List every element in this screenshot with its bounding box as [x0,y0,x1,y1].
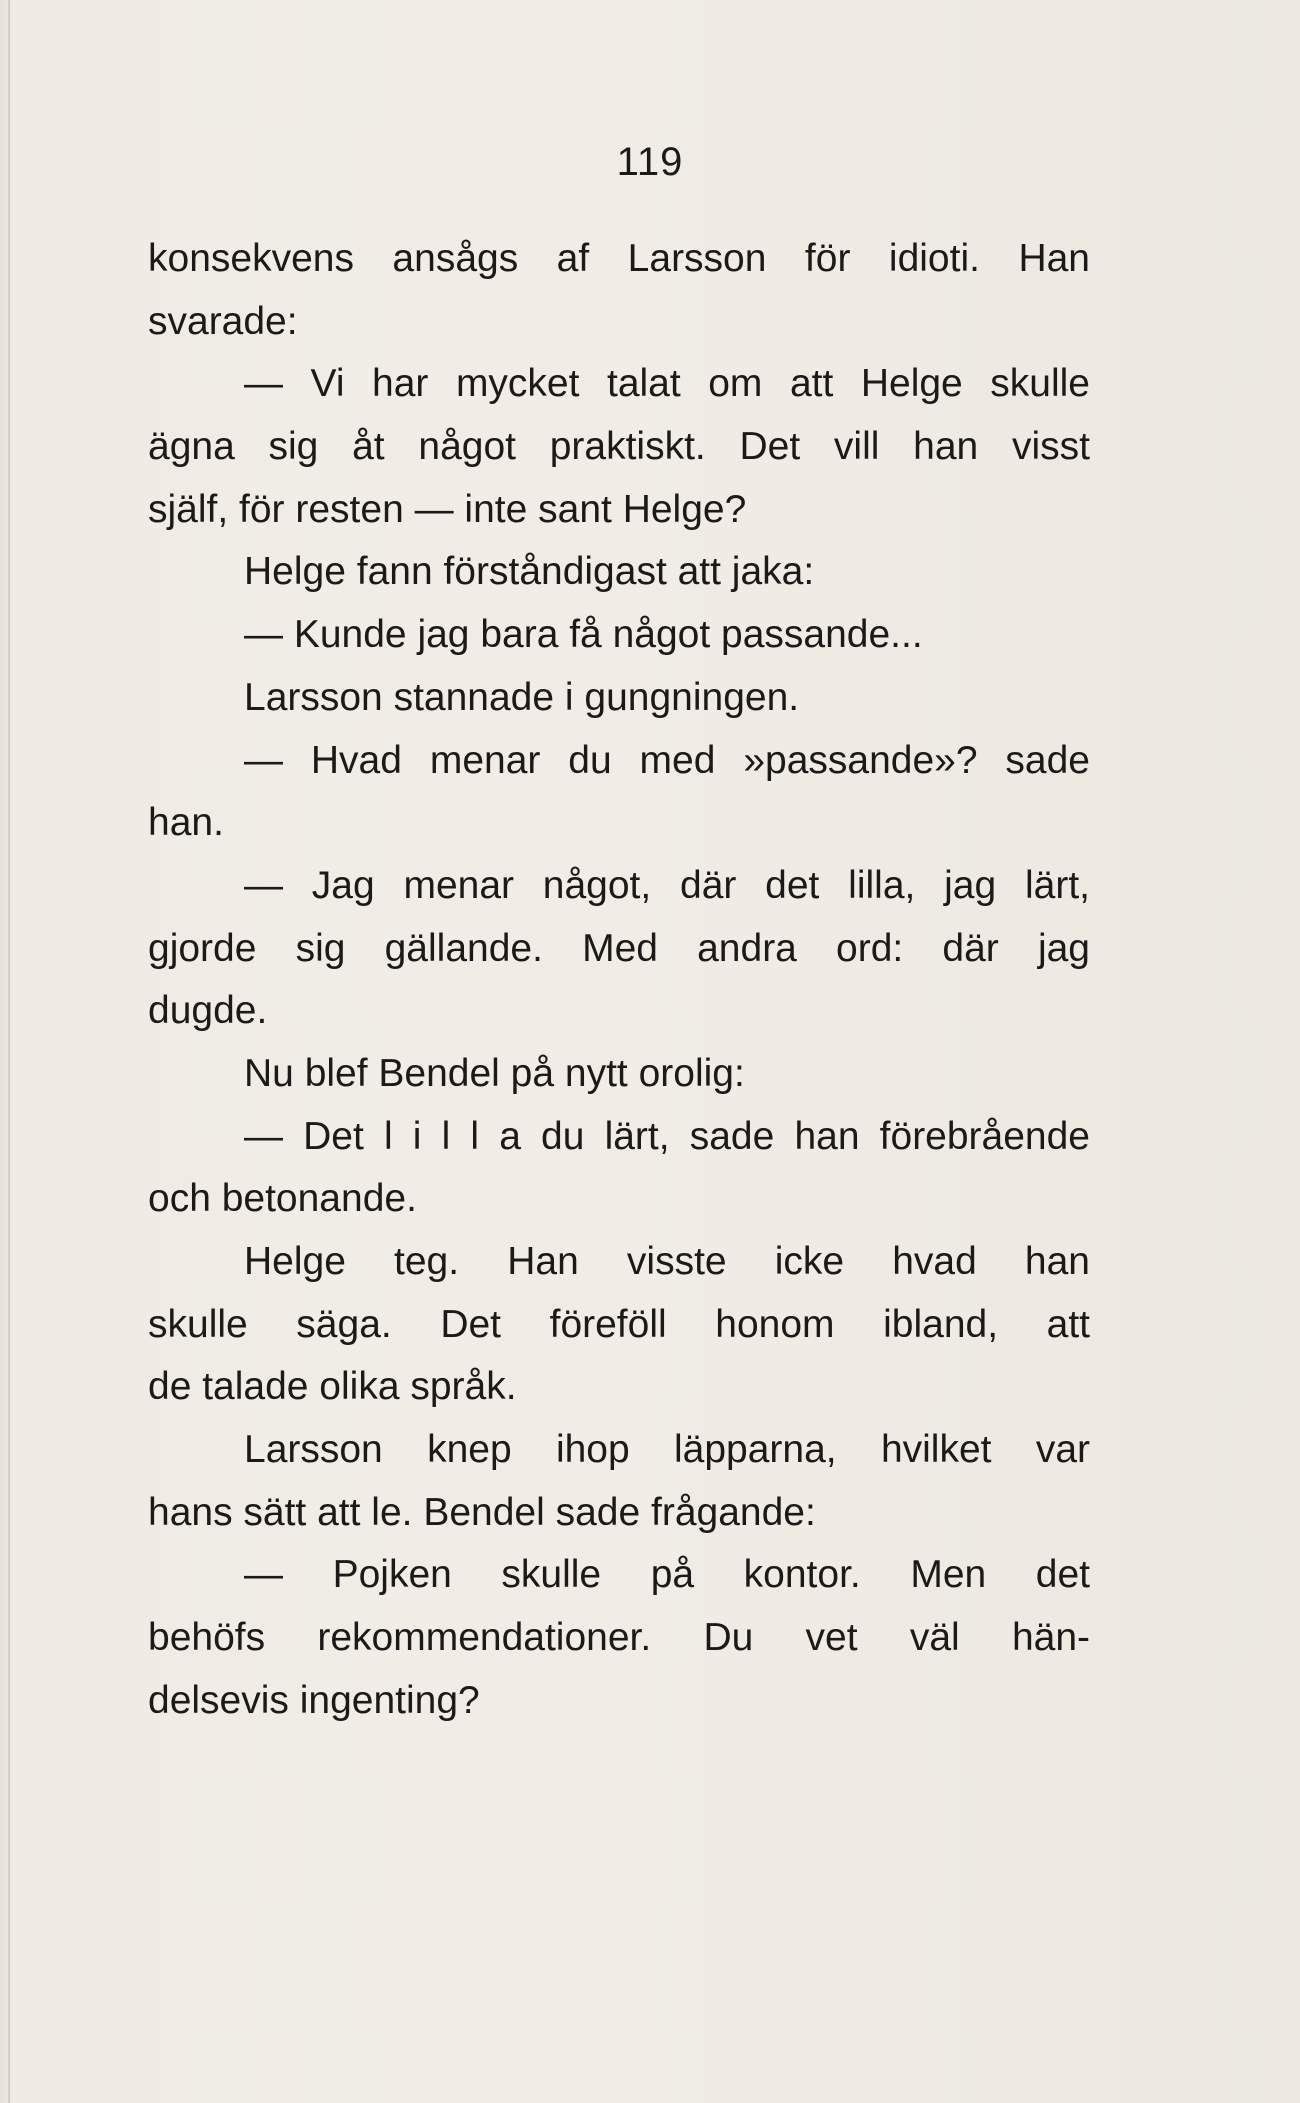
text-line: Larsson stannade i gungningen. [244,675,800,719]
text-line: skulle säga. Det föreföll honom ibland, att [148,1302,1090,1346]
text-line: Helge teg. Han visste icke hvad han [244,1240,1090,1283]
page-edge [8,0,10,2103]
text-line: Larsson knep ihop läpparna, hvilket var [244,1428,1090,1472]
text-line: — Pojken skulle på kontor. Men det [244,1553,1090,1597]
text-line: Nu blef Bendel på nytt orolig: [244,1051,745,1095]
text-line: Helge fann förståndigast att jaka: [244,550,815,594]
text-line: ägna sig åt något praktiskt. Det vill han visst [148,425,1090,469]
text-line: — Jag menar något, där det lilla, jag lärt, [244,863,1090,907]
text-line: de talade olika språk. [148,1365,517,1409]
text-line: — Vi har mycket talat om att Helge skulle [244,362,1090,406]
text-line: konsekvens ansågs af Larsson för idioti. Han [148,237,1090,280]
text-line: — Det l i l l a du lärt, sade han förebrående [244,1114,1090,1158]
text-line: delsevis ingenting? [148,1678,480,1722]
body-text [148,228,1090,1733]
text-line: han. [148,801,224,845]
text-line: och betonande. [148,1177,417,1221]
page-number: 119 [616,140,684,184]
text-line: dugde. [148,989,268,1033]
text-line: hans sätt att le. Bendel sade frågande: [148,1490,816,1534]
text-line: själf, för resten — inte sant Helge? [148,487,747,531]
text-line: — Hvad menar du med »passande»? sade [244,738,1090,782]
text-line: — Kunde jag bara få något passande... [244,613,923,657]
text-line: svarade: [148,299,298,343]
text-line: gjorde sig gällande. Med andra ord: där jag [148,926,1090,970]
text-line: behöfs rekommendationer. Du vet väl hän- [148,1616,1090,1660]
